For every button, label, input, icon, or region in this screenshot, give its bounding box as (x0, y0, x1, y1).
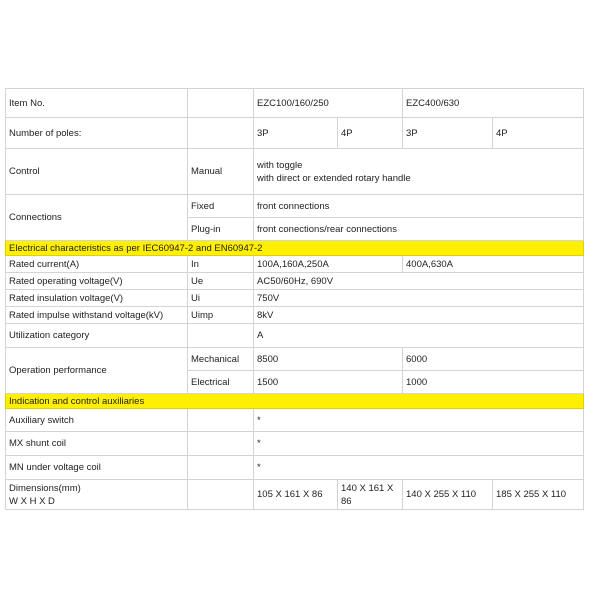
control-value (254, 149, 584, 195)
rated-op-voltage-symbol: Ue (188, 273, 254, 290)
row-control (6, 149, 584, 195)
item-no-model-b: EZC400/630 (403, 89, 584, 118)
poles-value-2: 4P (338, 118, 403, 149)
control-sub-label: Manual (188, 149, 254, 195)
utilization-value: A (254, 324, 584, 348)
item-no-label: Item No. (6, 89, 188, 118)
row-mx-shunt (6, 432, 584, 456)
mn-under-empty-cell (188, 456, 254, 480)
row-rated-impulse (6, 307, 584, 324)
mx-shunt-value: * (254, 432, 584, 456)
rated-impulse-label: Rated impulse withstand voltage(kV) (6, 307, 188, 324)
mn-under-label: MN under voltage coil (6, 456, 188, 480)
connections-fixed-value: front connections (254, 195, 584, 218)
utilization-label: Utilization category (6, 324, 188, 348)
operation-label: Operation performance (6, 348, 188, 394)
row-utilization (6, 324, 584, 348)
operation-electrical-a: 1500 (254, 371, 403, 394)
control-line-2: with direct or extended rotary handle (257, 172, 411, 184)
dimensions-label (6, 480, 188, 510)
poles-value-3: 3P (403, 118, 493, 149)
row-poles (6, 118, 584, 149)
spec-table (5, 88, 584, 510)
row-item-no (6, 89, 584, 118)
control-line-1: with toggle (257, 159, 303, 171)
dimensions-value-3: 140 X 255 X 110 (403, 480, 493, 510)
dimensions-empty-cell (188, 480, 254, 510)
connections-plugin-label: Plug-in (188, 218, 254, 241)
row-operation-mechanical (6, 348, 584, 371)
rated-impulse-value: 8kV (254, 307, 584, 324)
mx-shunt-empty-cell (188, 432, 254, 456)
poles-value-4: 4P (493, 118, 584, 149)
row-rated-insulation-voltage (6, 290, 584, 307)
rated-current-label: Rated current(A) (6, 256, 188, 273)
rated-op-voltage-value: AC50/60Hz, 690V (254, 273, 584, 290)
dimensions-value-4: 185 X 255 X 110 (493, 480, 584, 510)
rated-current-value-a: 100A,160A,250A (254, 256, 403, 273)
rated-impulse-symbol: Uimp (188, 307, 254, 324)
poles-empty-cell (188, 118, 254, 149)
utilization-empty-cell (188, 324, 254, 348)
connections-plugin-value: front conections/rear connections (254, 218, 584, 241)
row-auxiliary-switch (6, 409, 584, 432)
item-no-model-a: EZC100/160/250 (254, 89, 403, 118)
aux-switch-empty-cell (188, 409, 254, 432)
rated-current-symbol: In (188, 256, 254, 273)
connections-label: Connections (6, 195, 188, 241)
rated-current-value-b: 400A,630A (403, 256, 584, 273)
row-indication-header (6, 394, 584, 409)
connections-fixed-label: Fixed (188, 195, 254, 218)
mx-shunt-label: MX shunt coil (6, 432, 188, 456)
aux-switch-value: * (254, 409, 584, 432)
poles-label: Number of poles: (6, 118, 188, 149)
indication-section-header: Indication and control auxiliaries (6, 394, 584, 409)
dimensions-label-line-1: Dimensions(mm) (9, 482, 81, 494)
poles-value-1: 3P (254, 118, 338, 149)
row-dimensions (6, 480, 584, 510)
mn-under-value: * (254, 456, 584, 480)
dimensions-label-line-2: W X H X D (9, 495, 55, 507)
row-electrical-header (6, 241, 584, 256)
dimensions-value-2-line-1: 140 X 161 X (341, 482, 394, 494)
dimensions-value-2 (338, 480, 403, 510)
operation-electrical-label: Electrical (188, 371, 254, 394)
row-mn-under (6, 456, 584, 480)
row-connections-fixed (6, 195, 584, 218)
operation-mechanical-a: 8500 (254, 348, 403, 371)
item-no-empty-cell (188, 89, 254, 118)
rated-ins-voltage-symbol: Ui (188, 290, 254, 307)
row-rated-operating-voltage (6, 273, 584, 290)
operation-mechanical-b: 6000 (403, 348, 584, 371)
dimensions-value-1: 105 X 161 X 86 (254, 480, 338, 510)
rated-ins-voltage-value: 750V (254, 290, 584, 307)
aux-switch-label: Auxiliary switch (6, 409, 188, 432)
rated-ins-voltage-label: Rated insulation voltage(V) (6, 290, 188, 307)
row-rated-current (6, 256, 584, 273)
rated-op-voltage-label: Rated operating voltage(V) (6, 273, 188, 290)
control-label: Control (6, 149, 188, 195)
operation-electrical-b: 1000 (403, 371, 584, 394)
dimensions-value-2-line-2: 86 (341, 495, 352, 507)
electrical-section-header: Electrical characteristics as per IEC60947-2 and EN60947-2 (6, 241, 584, 256)
operation-mechanical-label: Mechanical (188, 348, 254, 371)
